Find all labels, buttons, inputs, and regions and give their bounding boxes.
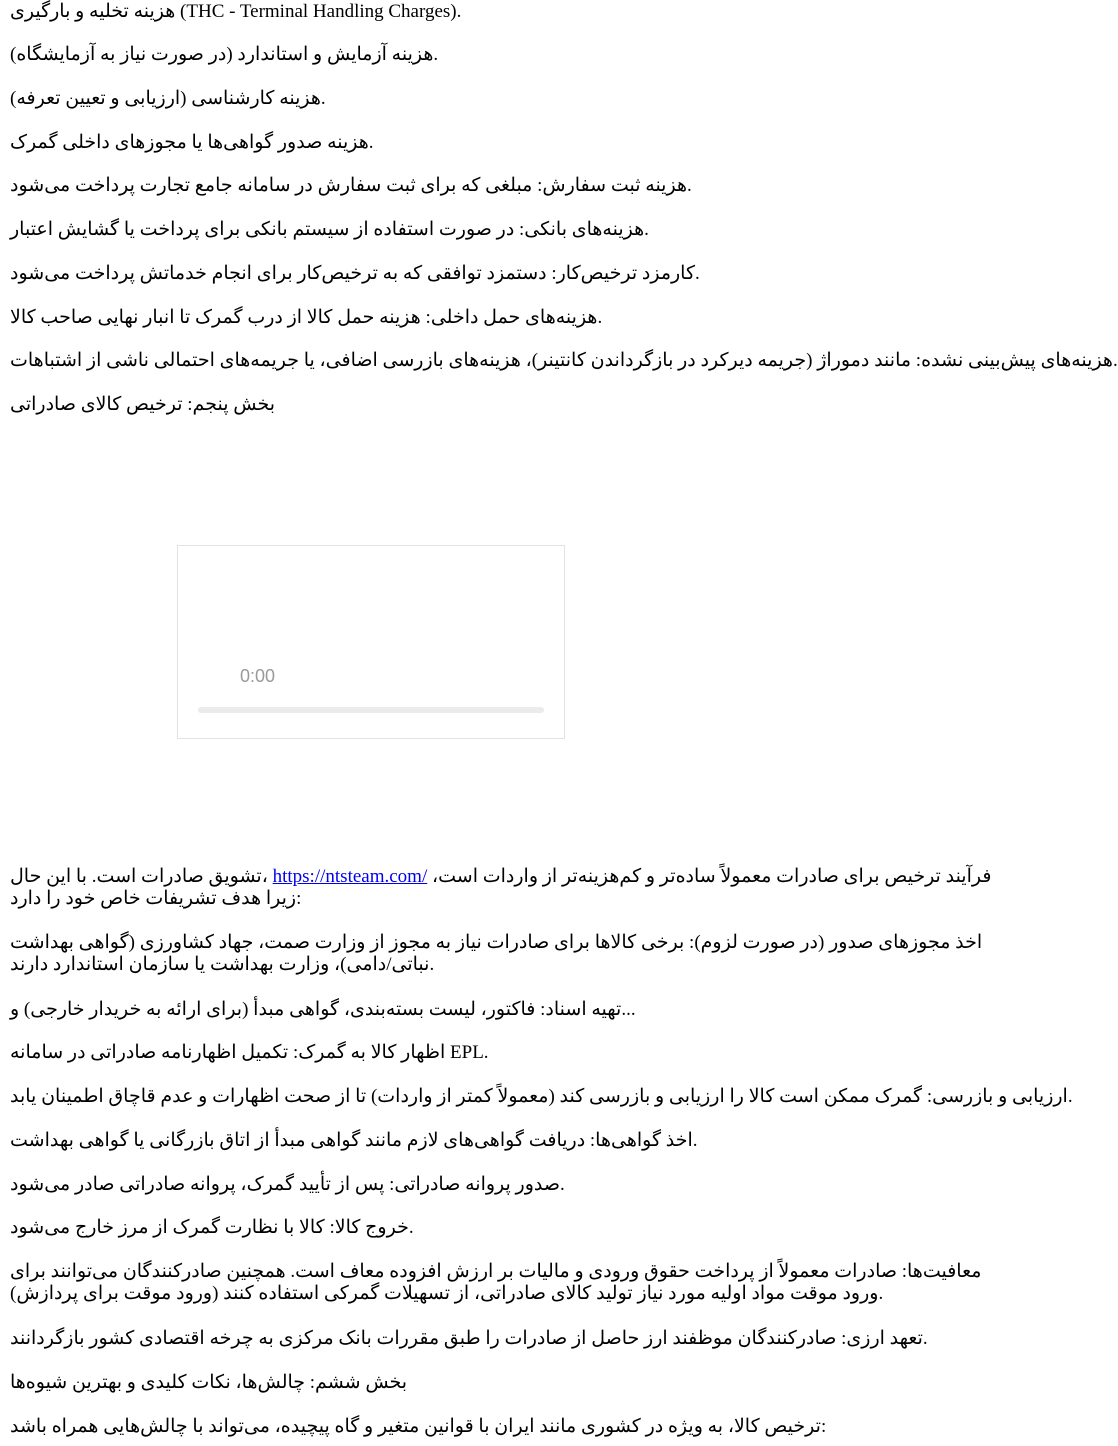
section-heading-export: بخش پنجم: ترخیص کالای صادراتی [10,394,276,415]
cost-item: هزینه‌های پیش‌بینی نشده: مانند دموراژ (جریمه دیرکرد در بازگرداندن کانتینر)، هزینه‌های بازرسی اضافی، یا جریمه‌های احتمالی ناشی از اشتباهات. [10,350,1118,371]
cost-item-latin: (THC - Terminal Handling Charges). [180,1,462,22]
intro-text-1: تشویق صادرات است. با این حال، [10,866,273,887]
video-player[interactable] [177,545,565,739]
export-step-exemptions: معافیت‌ها: صادرات معمولاً از پرداخت حقوق ورودی و مالیات بر ارزش افزوده معاف است. همچنین صادرکنندگان می‌توانند برای ورود موقت مواد اولیه مورد نیاز تولید کالای صادراتی، از تسهیلات گمرکی استفاده کنند (ورود موقت برای پردازش). [10,1261,982,1304]
cost-item: کارمزد ترخیص‌کار: دستمزد توافقی که به ترخیص‌کار برای انجام خدماتش پرداخت می‌شود. [10,263,700,284]
export-step-documents: تهیه اسناد: فاکتور، لیست بسته‌بندی، گواهی مبدأ (برای ارائه به خریدار خارجی) و... [10,999,636,1020]
cost-item: هزینه‌های بانکی: در صورت استفاده از سیستم بانکی برای پرداخت یا گشایش اعتبار. [10,219,649,240]
export-step-inspection: ارزیابی و بازرسی: گمرک ممکن است کالا را ارزیابی و بازرسی کند (معمولاً کمتر از واردات) تا از صحت اظهارات و عدم قاچاق اطمینان یابد. [10,1086,1073,1107]
cost-item-thc [10,1,1010,23]
cost-item: هزینه کارشناسی (ارزیابی و تعیین تعرفه). [10,88,326,109]
ntsteam-link[interactable]: https://ntsteam.com/ [272,866,428,887]
intro-text-2: فرآیند ترخیص برای صادرات معمولاً ساده‌تر و کم‌هزینه‌تر از واردات است، زیرا هدف تشریفات خاص خود را دارد: [10,866,992,909]
export-step-certificates: اخذ گواهی‌ها: دریافت گواهی‌های لازم مانند گواهی مبدأ از اتاق بازرگانی یا گواهی بهداشت. [10,1130,698,1151]
export-step-license: صدور پروانه صادراتی: پس از تأیید گمرک، پروانه صادراتی صادر می‌شود. [10,1174,565,1195]
export-step-permits: اخذ مجوزهای صدور (در صورت لزوم): برخی کالاها برای صادرات نیاز به مجوز از وزارت صمت، جهاد کشاورزی (گواهی بهداشت نباتی/دامی)، وزارت بهداشت یا سازمان استاندارد دارند. [10,932,983,975]
cost-item: هزینه ثبت سفارش: مبلغی که برای ثبت سفارش در سامانه جامع تجارت پرداخت می‌شود. [10,175,692,196]
export-intro-paragraph [10,866,1010,910]
section-heading-challenges: بخش ششم: چالش‌ها، نکات کلیدی و بهترین شیوه‌ها [10,1372,408,1393]
cost-item-text: هزینه تخلیه و بارگیری [10,1,176,22]
cost-item: هزینه آزمایش و استاندارد (در صورت نیاز به آزمایشگاه). [10,44,439,65]
challenges-intro-text: ترخیص کالا، به ویژه در کشوری مانند ایران با قوانین متغیر و گاه پیچیده، می‌تواند با چالش‌هایی همراه باشد: [10,1416,827,1437]
video-progress-bar[interactable] [198,707,544,713]
video-time-display: 0:00 [240,666,276,686]
export-step-exit: خروج کالا: کالا با نظارت گمرک از مرز خارج می‌شود. [10,1217,414,1238]
export-step-currency: تعهد ارزی: صادرکنندگان موظفند ارز حاصل از صادرات را طبق مقررات بانک مرکزی به چرخه اقتصادی کشور بازگردانند. [10,1328,928,1349]
export-step-declaration: اظهار کالا به گمرک: تکمیل اظهارنامه صادراتی در سامانه EPL. [10,1042,489,1063]
cost-item: هزینه صدور گواهی‌ها یا مجوزهای داخلی گمرک. [10,132,374,153]
cost-item: هزینه‌های حمل داخلی: هزینه حمل کالا از درب گمرک تا انبار نهایی صاحب کالا. [10,307,603,328]
